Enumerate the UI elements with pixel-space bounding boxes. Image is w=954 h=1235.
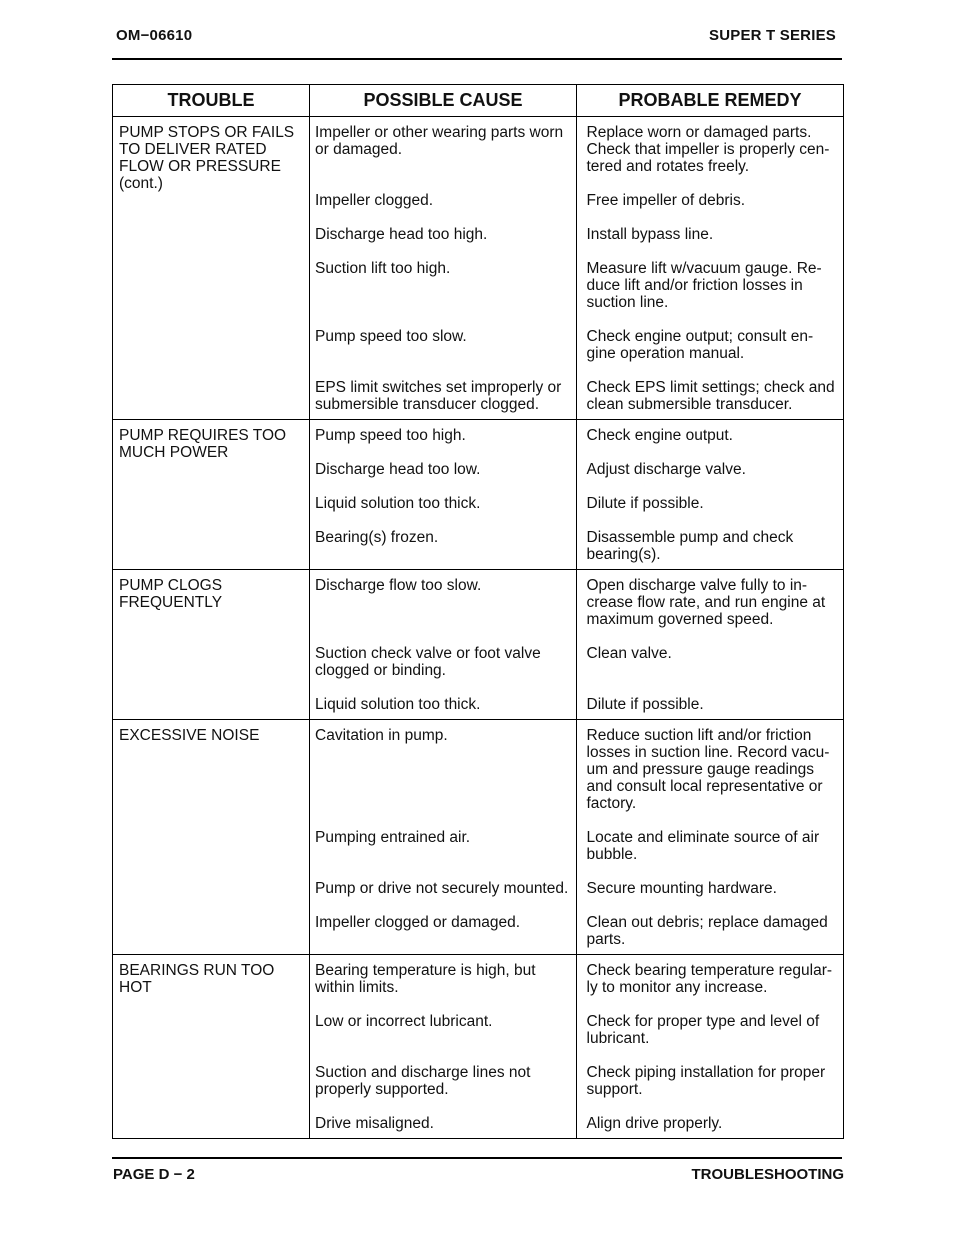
trouble-group-row [113, 117, 844, 420]
possible-cause-text: Impeller clogged. [315, 192, 434, 209]
possible-cause-text: Suction and discharge lines not properly supported. [315, 1064, 531, 1098]
possible-cause-text: Suction lift too high. [315, 260, 451, 277]
possible-cause-text: Liquid solution too thick. [315, 696, 481, 713]
possible-cause-text: Discharge head too low. [315, 461, 481, 478]
trouble-text: BEARINGS RUN TOO HOT [119, 962, 275, 996]
document-number: OM−06610 [116, 27, 193, 44]
probable-remedy-text: Clean valve. [586, 645, 672, 662]
probable-remedy-text: Reduce suction lift and/or friction losses in suction line. Record vacu- um and pressure gauge readings and consult local representative or factory. [586, 727, 830, 812]
trouble-cell [113, 720, 310, 955]
probable-remedy-text: Adjust discharge valve. [586, 461, 746, 478]
probable-remedy-text: Measure lift w/vacuum gauge. Re- duce lift and/or friction losses in suction line. [586, 260, 822, 311]
trouble-group-row [113, 420, 844, 570]
trouble-cell [113, 117, 310, 420]
troubleshooting-table [112, 84, 844, 1139]
probable-remedy-text: Check bearing temperature regular- ly to monitor any increase. [586, 962, 833, 996]
probable-remedy-text: Locate and eliminate source of air bubble. [586, 829, 820, 863]
trouble-text: PUMP REQUIRES TOO MUCH POWER [119, 427, 287, 461]
header-rule [112, 58, 842, 60]
probable-remedy-text: Open discharge valve fully to in- crease flow rate, and run engine at maximum governed speed. [586, 577, 826, 628]
section-title: TROUBLESHOOTING [691, 1166, 844, 1183]
probable-remedy-text: Dilute if possible. [586, 696, 704, 713]
probable-remedy-text: Check engine output. [586, 427, 733, 444]
probable-remedy-text: Check for proper type and level of lubricant. [586, 1013, 820, 1047]
probable-remedy-text: Disassemble pump and check bearing(s). [586, 529, 794, 563]
possible-cause-text: Suction check valve or foot valve clogged or binding. [315, 645, 541, 679]
trouble-text: EXCESSIVE NOISE [119, 727, 260, 744]
trouble-text: PUMP STOPS OR FAILS TO DELIVER RATED FLOW OR PRESSURE (cont.) [119, 124, 295, 192]
column-divider [576, 955, 577, 1138]
possible-cause-text: Bearing(s) frozen. [315, 529, 439, 546]
possible-cause-text: Impeller or other wearing parts worn or damaged. [315, 124, 564, 158]
possible-cause-text: Discharge flow too slow. [315, 577, 482, 594]
probable-remedy-text: Free impeller of debris. [586, 192, 746, 209]
probable-remedy-text: Check EPS limit settings; check and clean submersible transducer. [586, 379, 835, 413]
possible-cause-text: Pump speed too slow. [315, 328, 467, 345]
probable-remedy-text: Align drive properly. [586, 1115, 723, 1132]
cause-remedy-cell [310, 570, 844, 720]
cause-remedy-cell [310, 117, 844, 420]
possible-cause-text: Bearing temperature is high, but within limits. [315, 962, 536, 996]
cause-remedy-cell [310, 955, 844, 1139]
column-header-trouble: TROUBLE [113, 85, 310, 117]
possible-cause-text: EPS limit switches set improperly or submersible transducer clogged. [315, 379, 562, 413]
cause-remedy-cell [310, 720, 844, 955]
column-header-probable-remedy: PROBABLE REMEDY [577, 85, 844, 117]
possible-cause-text: Pump speed too high. [315, 427, 466, 444]
trouble-group-row [113, 720, 844, 955]
possible-cause-text: Pumping entrained air. [315, 829, 471, 846]
trouble-cell [113, 420, 310, 570]
possible-cause-text: Discharge head too high. [315, 226, 488, 243]
trouble-group-row [113, 570, 844, 720]
cause-remedy-cell [310, 420, 844, 570]
possible-cause-text: Drive misaligned. [315, 1115, 434, 1132]
probable-remedy-text: Install bypass line. [586, 226, 714, 243]
possible-cause-text: Cavitation in pump. [315, 727, 448, 744]
series-title: SUPER T SERIES [709, 27, 836, 44]
probable-remedy-text: Secure mounting hardware. [586, 880, 777, 897]
probable-remedy-text: Replace worn or damaged parts. Check that impeller is properly cen- tered and rotates freely. [586, 124, 830, 175]
footer-rule [112, 1157, 842, 1159]
trouble-cell [113, 570, 310, 720]
trouble-group-row [113, 955, 844, 1139]
page-number: PAGE D − 2 [113, 1166, 195, 1183]
probable-remedy-text: Clean out debris; replace damaged parts. [586, 914, 828, 948]
possible-cause-text: Liquid solution too thick. [315, 495, 481, 512]
possible-cause-text: Impeller clogged or damaged. [315, 914, 521, 931]
probable-remedy-text: Dilute if possible. [586, 495, 704, 512]
column-divider [576, 720, 577, 954]
column-divider [576, 420, 577, 569]
column-divider [576, 570, 577, 719]
trouble-text: PUMP CLOGS FREQUENTLY [119, 577, 223, 611]
table-body [113, 117, 844, 1139]
table-header-row [113, 85, 844, 117]
trouble-cell [113, 955, 310, 1139]
possible-cause-text: Low or incorrect lubricant. [315, 1013, 493, 1030]
probable-remedy-text: Check piping installation for proper support. [586, 1064, 826, 1098]
possible-cause-text: Pump or drive not securely mounted. [315, 880, 569, 897]
column-divider [576, 117, 577, 419]
probable-remedy-text: Check engine output; consult en- gine operation manual. [586, 328, 814, 362]
column-header-possible-cause: POSSIBLE CAUSE [310, 85, 577, 117]
